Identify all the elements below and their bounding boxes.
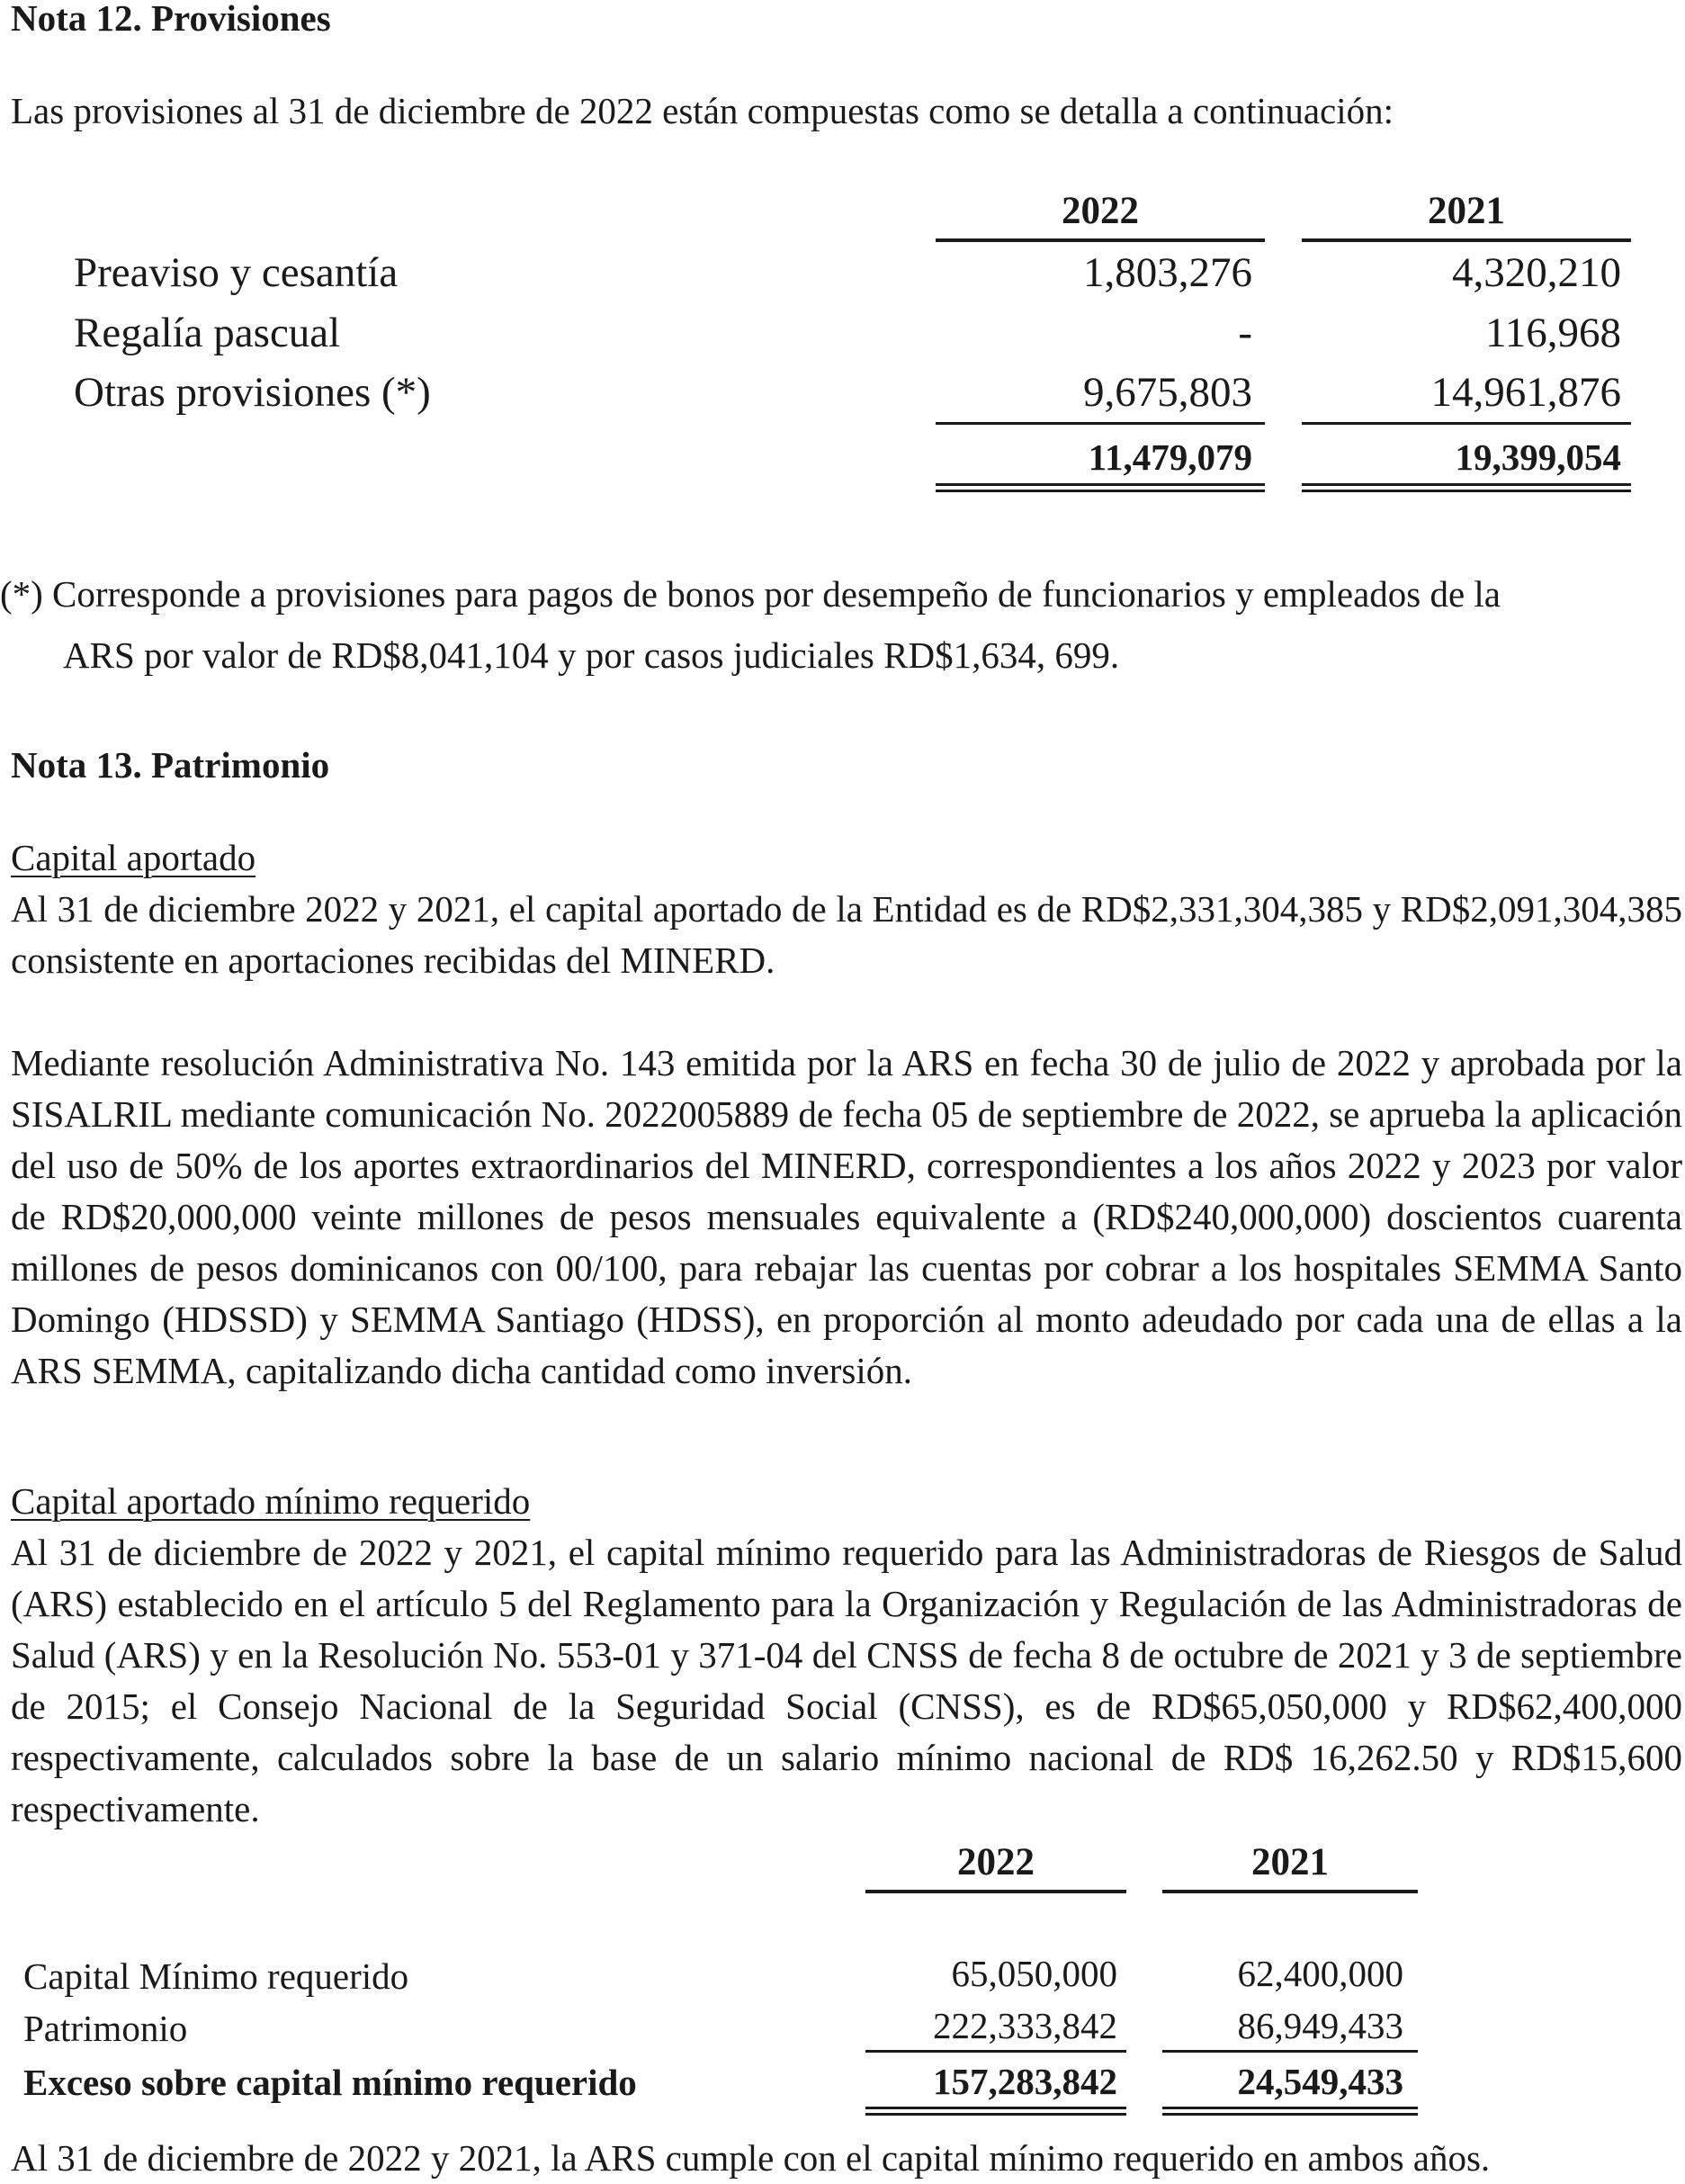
col-header-2021: 2021 (1428, 190, 1505, 232)
table-row-value-2022: - (1238, 310, 1252, 356)
subtotal-rule-2022 (865, 2050, 1126, 2053)
capital-minimo-text: Al 31 de diciembre de 2022 y 2021, el capital mínimo requerido para las Administradoras de Riesgos de Salud (ARS) establecido en el artículo 5 del Reglamento para la Organización y Regulación de las Administradoras de Salud (ARS) y en la Resolución No. 553-01 y 371-04 del CNSS de fecha 8 de octubre de 2021 y 3 de septiembre de 2015; el Consejo Nacional de la Seguridad Social (CNSS), es de RD$65,050,000 y RD$62,400,000 respectivamente, calculados sobre la base de un salario mínimo nacional de RD$ 16,262.50 y RD$15,600 respectivamente. (11, 1532, 1682, 1829)
header-rule-2022 (865, 1890, 1126, 1893)
subtotal-rule-2021 (1162, 2050, 1418, 2053)
nota13-title: Nota 13. Patrimonio (11, 744, 330, 786)
table-row-value-2022: 65,050,000 (951, 1953, 1117, 1994)
table-row-value-2022: 9,675,803 (1083, 369, 1252, 416)
footnote-line-1: (*) Corresponde a provisiones para pagos de bonos por desempeño de funcionarios y empleados de la (0, 573, 1501, 615)
nota12-intro: Las provisiones al 31 de diciembre de 2022 están compuestas como se detalla a continuación: (11, 90, 1394, 131)
table-row-value-2021: 14,961,876 (1430, 369, 1621, 416)
capital-aportado-heading: Capital aportado (11, 837, 256, 878)
col-header-2022: 2022 (957, 1841, 1035, 1883)
total-double-rule-2022 (865, 2107, 1126, 2116)
table-row-label: Patrimonio (23, 2008, 188, 2049)
subtotal-rule-2022 (936, 422, 1265, 425)
capital-aportado-text: Al 31 de diciembre 2022 y 2021, el capital aportado de la Entidad es de RD$2,331,304,385 y RD$2,091,304,385 consistente en aportaciones recibidas del MINERD. (11, 888, 1682, 981)
table-row-value-2022: 222,333,842 (933, 2005, 1117, 2046)
table-row-value-2021: 116,968 (1484, 310, 1621, 356)
total-double-rule-2022 (936, 483, 1265, 492)
total-2022: 157,283,842 (933, 2061, 1117, 2102)
total-double-rule-2021 (1302, 483, 1631, 492)
table-row-value-2021: 4,320,210 (1452, 249, 1621, 296)
subtotal-rule-2021 (1302, 422, 1631, 425)
table-row-label: Regalía pascual (74, 310, 341, 356)
table-row-value-2021: 86,949,433 (1237, 2005, 1403, 2046)
header-rule-2022 (936, 238, 1265, 242)
table-row-label: Capital Mínimo requerido (23, 1955, 409, 1997)
header-rule-2021 (1302, 238, 1631, 242)
header-rule-2021 (1162, 1890, 1418, 1893)
footnote-line-2: ARS por valor de RD$8,041,104 y por casos judiciales RD$1,634, 699. (63, 634, 1120, 676)
total-double-rule-2021 (1162, 2107, 1418, 2116)
table-row-label: Otras provisiones (*) (74, 369, 431, 416)
total-2021: 19,399,054 (1455, 436, 1621, 478)
table-row-value-2021: 62,400,000 (1237, 1953, 1403, 1994)
closing-statement: Al 31 de diciembre de 2022 y 2021, la ARS cumple con el capital mínimo requerido en ambos años. (11, 2137, 1491, 2179)
resolution-paragraph: Mediante resolución Administrativa No. 143 emitida por la ARS en fecha 30 de julio de 2022 y aprobada por la SISALRIL mediante comunicación No. 2022005889 de fecha 05 de septiembre de 2022, se aprueba la aplicación del uso de 50% de los aportes extraordinarios del MINERD, correspondientes a los años 2022 y 2023 por valor de RD$20,000,000 veinte millones de pesos mensuales equivalente a (RD$240,000,000) doscientos cuarenta millones de pesos dominicanos con 00/100, para rebajar las cuentas por cobrar a los hospitales SEMMA Santo Domingo (HDSSD) y SEMMA Santiago (HDSS), en proporción al monto adeudado por cada una de ellas a la ARS SEMMA, capitalizando dicha cantidad como inversión. (11, 1042, 1682, 1391)
capital-minimo-heading: Capital aportado mínimo requerido (11, 1480, 531, 1522)
col-header-2021: 2021 (1251, 1841, 1329, 1883)
table-row-label: Preaviso y cesantía (74, 249, 399, 296)
col-header-2022: 2022 (1062, 190, 1139, 232)
nota12-title: Nota 12. Provisiones (11, 0, 331, 39)
total-2022: 11,479,079 (1088, 436, 1252, 478)
table-row-value-2022: 1,803,276 (1083, 249, 1252, 296)
total-2021: 24,549,433 (1237, 2061, 1403, 2102)
total-label: Exceso sobre capital mínimo requerido (23, 2062, 637, 2103)
